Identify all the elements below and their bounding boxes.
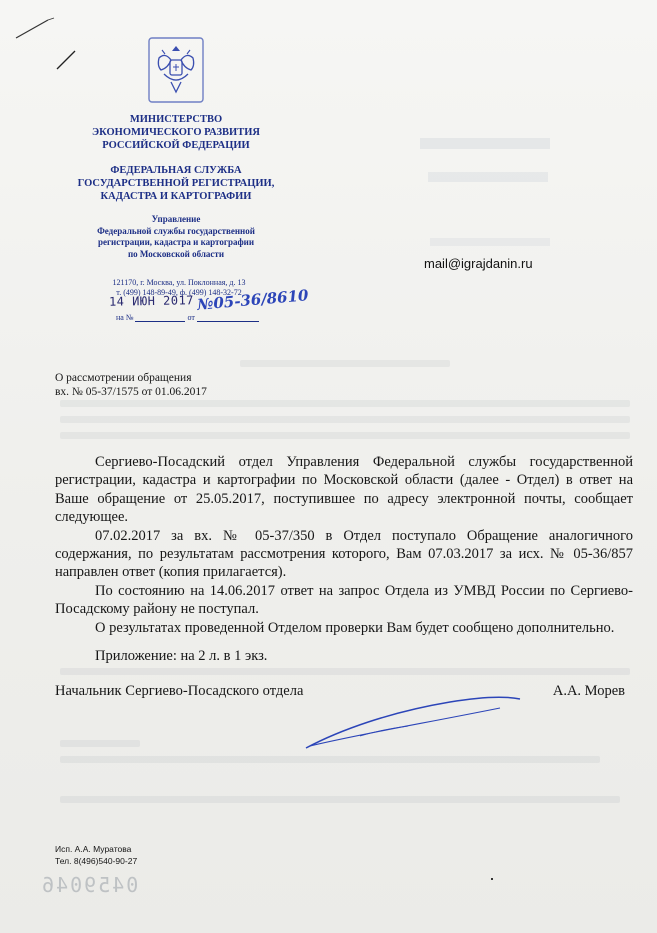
body-paragraph: О результатах проведенной Отделом проверки Вам будет сообщено дополнительно. [95, 619, 615, 636]
recipient-email: mail@igrajdanin.ru [424, 256, 533, 271]
body-paragraph: Сергиево-Посадский отдел Управления Федеральной службы государственной регистрации, кадастра и картографии по Московской области (далее - Отдел) в ответ на Ваше обращение от 25.05.2017, поступившее по адресу электронной почты, сообщает следующее. [55, 454, 633, 526]
letterhead-address: 121170, г. Москва, ул. Поклонная, д. 13 т. (499) 148-89-49, ф. (499) 148-32-72 [112, 278, 246, 297]
ink-dot [491, 878, 493, 880]
signatory-title: Начальник Сергиево-Посадского отдела [55, 683, 304, 699]
body-paragraph: 07.02.2017 за вх. № 05-37/350 в Отдел поступало Обращение аналогичного содержания, по результатам рассмотрения которого, Вам 07.03.2017 за исх. № 05-36/857 направлен ответ (копия прилагается). [55, 527, 633, 581]
coat-of-arms-icon [147, 36, 205, 104]
ministry-name: МИНИСТЕРСТВО ЭКОНОМИЧЕСКОГО РАЗВИТИЯ РОССИЙСКОЙ ФЕДЕРАЦИИ [92, 114, 260, 151]
reference-blank [135, 313, 185, 322]
form-serial-number: 0459046 [40, 873, 139, 897]
handwritten-signature [300, 690, 530, 755]
corner-pen-mark [14, 14, 59, 44]
executor-info [55, 843, 137, 867]
executor-name: Исп. А.А. Муратова [55, 844, 132, 854]
bleed-through-line [60, 796, 620, 803]
faded-recipient-line [430, 238, 550, 246]
reference-date-blank [197, 313, 259, 322]
slash-pen-mark [54, 48, 78, 72]
subject-block: О рассмотрении обращения вх. № 05-37/1575 от 01.06.2017 [55, 372, 207, 398]
reference-line: на № от [116, 313, 259, 322]
bleed-through-line [60, 416, 630, 423]
signatory-name: А.А. Морев [552, 683, 625, 699]
bleed-through-line [60, 400, 630, 407]
attachment-line: Приложение: на 2 л. в 1 экз. [95, 648, 268, 665]
bleed-through-line [60, 756, 600, 763]
bleed-through-line [240, 360, 450, 367]
bleed-through-line [60, 740, 140, 747]
executor-phone: Тел. 8(496)540-90-27 [55, 856, 138, 866]
bleed-through-line [60, 432, 630, 439]
letter-body [55, 453, 633, 665]
faded-recipient-line [428, 172, 548, 182]
department-name: Управление Федеральной службы государственной регистрации, кадастра и картографии по Московской области [97, 214, 255, 259]
bleed-through-line [60, 668, 630, 675]
number-sign: № [196, 294, 215, 314]
stamp-date: 14 ИЮН 2017 [108, 293, 195, 309]
service-name: ФЕДЕРАЛЬНАЯ СЛУЖБА ГОСУДАРСТВЕННОЙ РЕГИСТРАЦИИ, КАДАСТРА И КАРТОГРАФИИ [77, 165, 275, 202]
body-paragraph: По состоянию на 14.06.2017 ответ на запрос Отдела из УМВД России по Сергиево-Посадскому району не поступал. [55, 582, 633, 618]
faded-recipient-line [420, 138, 550, 149]
number-value: 05-36/8610 [212, 286, 310, 313]
